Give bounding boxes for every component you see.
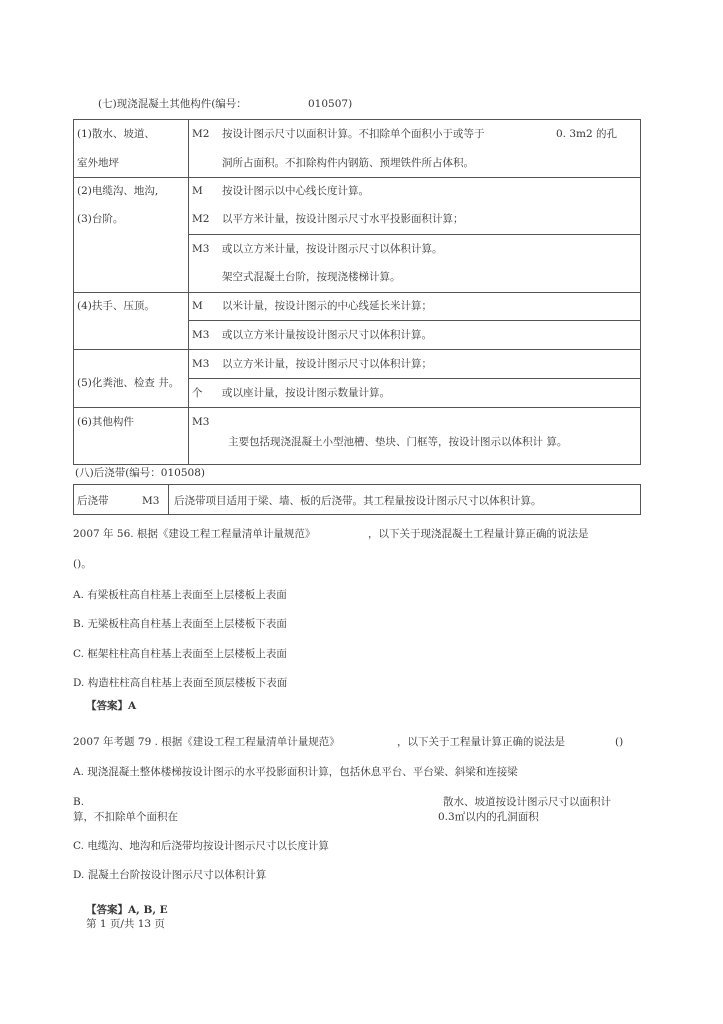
- rule-text: 主要包括现浇混凝土小型池槽、垫块、门框等，按设计图示以体积计 算。: [228, 436, 568, 448]
- table-border: [73, 464, 641, 465]
- question-stem: ()。: [73, 558, 92, 570]
- question-stem: (): [615, 736, 624, 748]
- table-border: [188, 378, 641, 379]
- table-border: [188, 119, 189, 464]
- rule-text: 或以立方米计量按设计图示尺寸以体积计算。: [222, 329, 432, 341]
- row-label: (6)其他构件: [77, 416, 134, 428]
- option-a: A. 现浇混凝土整体楼梯按设计图示的水平投影面积计算，包括休息平台、平台梁、斜梁和连接梁: [73, 766, 518, 778]
- unit-cell: M3: [192, 416, 210, 428]
- table-border: [188, 234, 641, 235]
- rule-text: 按设计图示以中心线长度计算。: [222, 185, 369, 197]
- question-stem: 2007 年 56. 根据《建设工程工程量清单计量规范》: [73, 528, 316, 540]
- rule-text: 或以座计量，按设计图示数量计算。: [222, 387, 390, 399]
- unit-cell: M3: [192, 243, 210, 255]
- table-border: [640, 119, 641, 464]
- table-border: [73, 484, 641, 485]
- table-border: [73, 407, 641, 408]
- page-number: 第 1 页/共 13 页: [86, 918, 165, 930]
- option-b-text: 算，不扣除单个面积在: [73, 811, 178, 823]
- row-label: (4)扶手、压顶。: [77, 300, 155, 312]
- option-d: D. 构造柱柱高自柱基上表面至顶层楼板下表面: [73, 677, 288, 689]
- rule-text: 洞所占面积。不扣除构件内钢筋、预埋铁件所占体积。: [222, 157, 474, 169]
- rule-text: 0. 3m2 的孔: [556, 128, 618, 140]
- rule-text: 后浇带项目适用于梁、墙、板的后浇带。其工程量按设计图示尺寸以体积计算。: [174, 495, 542, 507]
- unit-cell: M2: [192, 213, 210, 225]
- unit-cell: 个: [192, 387, 203, 399]
- option-c: C. 框架柱柱高自柱基上表面至上层楼板上表面: [73, 648, 287, 660]
- row-label: (3)台阶。: [77, 213, 124, 225]
- unit-cell: M3: [192, 358, 210, 370]
- table-border: [73, 484, 74, 514]
- table-border: [73, 177, 641, 178]
- row-label: 室外地坪: [77, 157, 119, 169]
- option-c: C. 电缆沟、地沟和后浇带均按设计图示尺寸以长度计算: [73, 840, 329, 852]
- rule-text: 以平方米计量，按设计图示尺寸水平投影面积计算；: [222, 213, 464, 225]
- unit-cell: M: [192, 300, 203, 312]
- question-stem: 2007 年考题 79 . 根据《建设工程工程量清单计量规范》: [73, 736, 340, 748]
- row-label: (5)化粪池、检查 井。: [77, 377, 180, 389]
- table-border: [73, 292, 641, 293]
- table-border: [73, 514, 641, 515]
- row-label: (1)散水、坡道、: [77, 128, 155, 140]
- section7-code: 010507): [308, 98, 353, 110]
- row-label: (2)电缆沟、地沟,: [77, 185, 159, 197]
- option-b-text: 0.3㎡以内的孔洞面积: [438, 811, 539, 823]
- question-stem: ，以下关于现浇混凝土工程量计算正确的说法是: [368, 528, 589, 540]
- answer: 【答案】A, B, E: [86, 904, 168, 916]
- option-b: B.: [73, 796, 85, 808]
- section8-title: (八)后浇带(编号：010508): [75, 467, 205, 479]
- table-border: [73, 349, 641, 350]
- rule-text: 按设计图示尺寸以面积计算。不扣除单个面积小于或等于: [222, 128, 485, 140]
- section7-title: (七)现浇混凝土其他构件(编号：: [98, 98, 247, 110]
- table-border: [73, 119, 641, 120]
- answer: 【答案】A: [86, 700, 137, 712]
- rule-text: 或以立方米计量，按设计图示尺寸以体积计算。: [222, 243, 443, 255]
- table-border: [168, 484, 169, 514]
- option-d: D. 混凝土台阶按设计图示尺寸以体积计算: [73, 869, 267, 881]
- rule-text: 以立方米计量，按设计图示尺寸以体积计算；: [222, 358, 432, 370]
- table-border: [640, 484, 641, 514]
- row-label: 后浇带: [77, 495, 109, 507]
- rule-text: 以米计量，按设计图示的中心线延长米计算；: [222, 300, 432, 312]
- unit-cell: M: [192, 185, 203, 197]
- option-b: B. 无梁板柱高自柱基上表面至上层楼板下表面: [73, 618, 287, 630]
- option-b-text: 散水、坡道按设计图示尺寸以面积计: [443, 796, 611, 808]
- unit-cell: M3: [192, 329, 210, 341]
- question-stem: ，以下关于工程量计算正确的说法是: [397, 736, 565, 748]
- table-border: [188, 320, 641, 321]
- unit-cell: M2: [192, 128, 210, 140]
- table-border: [73, 119, 74, 464]
- rule-text: 架空式混凝土台阶，按现浇楼梯计算。: [222, 271, 401, 283]
- option-a: A. 有梁板柱高自柱基上表面至上层楼板上表面: [73, 589, 287, 601]
- unit-cell: M3: [142, 495, 160, 507]
